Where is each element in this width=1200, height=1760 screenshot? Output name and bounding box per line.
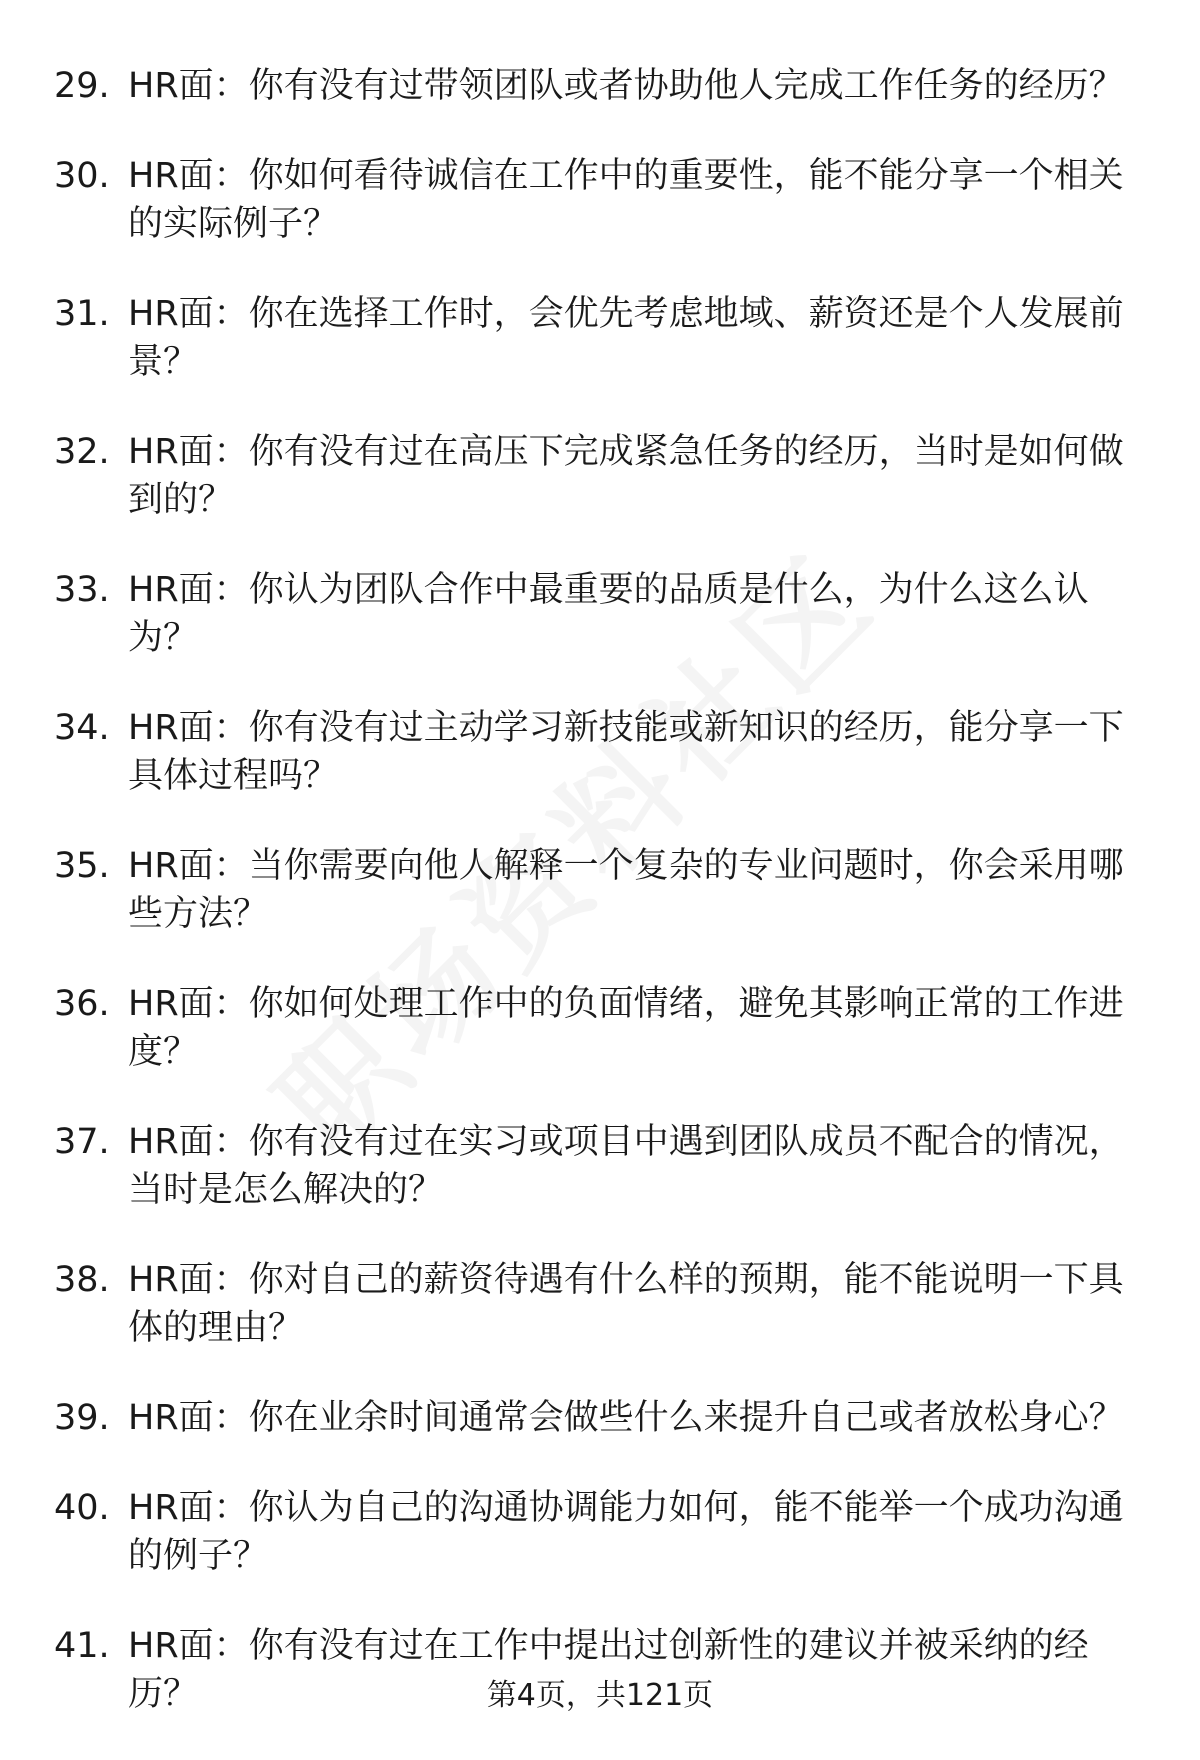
- question-text: HR面：你有没有过在高压下完成紧急任务的经历，当时是如何做到的？: [128, 432, 1124, 520]
- question-item: [54, 1484, 1154, 1580]
- question-list: [54, 62, 1154, 1760]
- question-item: [54, 980, 1154, 1076]
- question-number: 33.: [54, 570, 110, 610]
- question-text: HR面：你有没有过主动学习新技能或新知识的经历，能分享一下具体过程吗？: [128, 708, 1124, 796]
- question-item: [54, 1118, 1154, 1214]
- question-number: 38.: [54, 1260, 110, 1300]
- question-number: 35.: [54, 846, 110, 886]
- question-text: HR面：你如何处理工作中的负面情绪，避免其影响正常的工作进度？: [128, 984, 1124, 1072]
- question-text: HR面：你有没有过在实习或项目中遇到团队成员不配合的情况，当时是怎么解决的？: [128, 1122, 1124, 1210]
- question-number: 36.: [54, 984, 110, 1024]
- question-number: 40.: [54, 1488, 110, 1528]
- question-item: [54, 290, 1154, 386]
- question-text: HR面：你对自己的薪资待遇有什么样的预期，能不能说明一下具体的理由？: [128, 1260, 1124, 1348]
- question-number: 41.: [54, 1626, 110, 1666]
- question-item: [54, 1394, 1154, 1442]
- question-item: [54, 704, 1154, 800]
- question-item: [54, 566, 1154, 662]
- question-item: [54, 428, 1154, 524]
- question-text: HR面：你在业余时间通常会做些什么来提升自己或者放松身心？: [128, 1398, 1124, 1438]
- question-number: 34.: [54, 708, 110, 748]
- question-number: 32.: [54, 432, 110, 472]
- question-number: 29.: [54, 66, 110, 106]
- question-text: HR面：你有没有过在工作中提出过创新性的建议并被采纳的经历？: [128, 1626, 1089, 1714]
- question-text: HR面：你在选择工作时，会优先考虑地域、薪资还是个人发展前景？: [128, 294, 1124, 382]
- question-item: [54, 62, 1154, 110]
- question-number: 30.: [54, 156, 110, 196]
- question-number: 31.: [54, 294, 110, 334]
- question-item: [54, 152, 1154, 248]
- question-text: HR面：你认为自己的沟通协调能力如何，能不能举一个成功沟通的例子？: [128, 1488, 1124, 1576]
- question-item: [54, 1256, 1154, 1352]
- question-number: 37.: [54, 1122, 110, 1162]
- question-text: HR面：你认为团队合作中最重要的品质是什么，为什么这么认为？: [128, 570, 1089, 658]
- page-footer: 第4页，共121页: [486, 1678, 714, 1713]
- question-number: 39.: [54, 1398, 110, 1438]
- question-text: HR面：你如何看待诚信在工作中的重要性，能不能分享一个相关的实际例子？: [128, 156, 1124, 244]
- question-item: [54, 842, 1154, 938]
- question-text: HR面：你有没有过带领团队或者协助他人完成工作任务的经历？: [128, 66, 1124, 106]
- question-text: HR面：当你需要向他人解释一个复杂的专业问题时，你会采用哪些方法？: [128, 846, 1124, 934]
